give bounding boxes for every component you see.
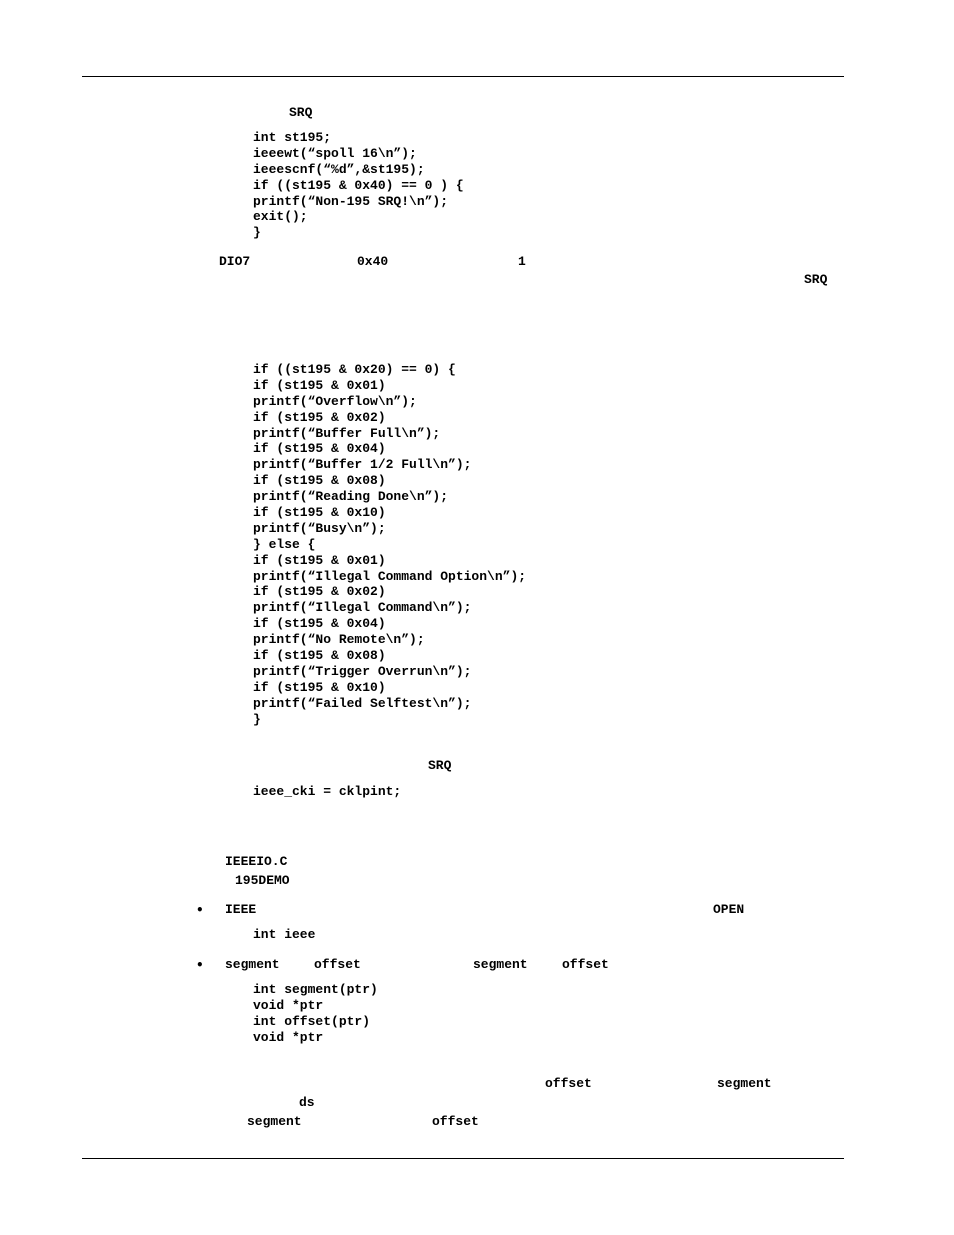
bullet-icon: •: [196, 903, 204, 917]
code-line: if (st195 & 0x02): [253, 409, 386, 425]
code-line: exit();: [253, 209, 308, 225]
code-line: if (st195 & 0x08): [253, 648, 386, 664]
code-line: ieeewt(“spoll 16\n”);: [253, 145, 417, 161]
code-line: if (st195 & 0x04): [253, 441, 386, 457]
offset-label-2: offset: [562, 957, 609, 972]
code-line: if (st195 & 0x08): [253, 473, 386, 489]
offset-label-3: offset: [545, 1076, 592, 1091]
segment-label: segment: [225, 957, 280, 972]
code-line: } else {: [253, 536, 316, 552]
code-line: int offset(ptr): [253, 1013, 371, 1029]
code-line-int-ieee: int ieee: [253, 927, 316, 942]
code-block-spoll: [253, 130, 464, 241]
code-line: printf(“Reading Done\n”);: [253, 489, 449, 505]
demo-label: 195DEMO: [235, 873, 290, 888]
segment-label-4: segment: [247, 1114, 302, 1129]
code-line: if (st195 & 0x01): [253, 552, 386, 568]
code-line: if (st195 & 0x10): [253, 679, 386, 695]
footer-rule: [82, 1158, 844, 1159]
code-line: printf(“Illegal Command\n”);: [253, 600, 472, 616]
ieee-label: IEEE: [225, 902, 257, 917]
code-line: printf(“No Remote\n”);: [253, 632, 425, 648]
code-line: printf(“Buffer Full\n”);: [253, 425, 441, 441]
code-block-segment: [253, 982, 378, 1046]
code-line: if (st195 & 0x02): [253, 584, 386, 600]
code-line: void *ptr: [253, 1029, 324, 1045]
offset-label-4: offset: [432, 1114, 479, 1129]
dio7-label: DIO7: [219, 254, 251, 269]
header-rule: [82, 76, 844, 77]
code-line-cki: ieee_cki = cklpint;: [253, 784, 402, 799]
code-line: if (st195 & 0x04): [253, 616, 386, 632]
segment-label-3: segment: [717, 1076, 772, 1091]
code-line: printf(“Overflow\n”);: [253, 393, 417, 409]
code-line: int segment(ptr): [253, 982, 378, 997]
code-line: printf(“Busy\n”);: [253, 520, 386, 536]
srq-right-label: SRQ: [804, 272, 828, 287]
code-line: int st195;: [253, 130, 332, 145]
code-line: if ((st195 & 0x40) == 0 ) {: [253, 177, 464, 193]
code-line: printf(“Buffer 1/2 Full\n”);: [253, 457, 472, 473]
bullet-icon: •: [196, 958, 204, 972]
offset-label: offset: [314, 957, 361, 972]
code-line: printf(“Non-195 SRQ!\n”);: [253, 193, 449, 209]
hex40-label: 0x40: [357, 254, 389, 269]
segment-label-2: segment: [473, 957, 528, 972]
code-line: printf(“Illegal Command Option\n”);: [253, 568, 527, 584]
ieeeio-c-label: IEEEIO.C: [225, 854, 288, 869]
code-line: ieeescnf(“%d”,&st195);: [253, 161, 425, 177]
one-label: 1: [518, 254, 526, 269]
code-block-status: [253, 362, 526, 727]
code-line: void *ptr: [253, 997, 324, 1013]
code-line: if ((st195 & 0x20) == 0) {: [253, 362, 456, 377]
code-line: if (st195 & 0x01): [253, 377, 386, 393]
ds-label: ds: [299, 1095, 315, 1110]
code-line: if (st195 & 0x10): [253, 505, 386, 521]
srq-label: SRQ: [289, 105, 313, 120]
code-line: printf(“Trigger Overrun\n”);: [253, 663, 472, 679]
code-line: }: [253, 711, 261, 727]
srq-label-2: SRQ: [428, 758, 452, 773]
open-label: OPEN: [713, 902, 745, 917]
code-line: printf(“Failed Selftest\n”);: [253, 695, 472, 711]
code-line: }: [253, 225, 261, 241]
